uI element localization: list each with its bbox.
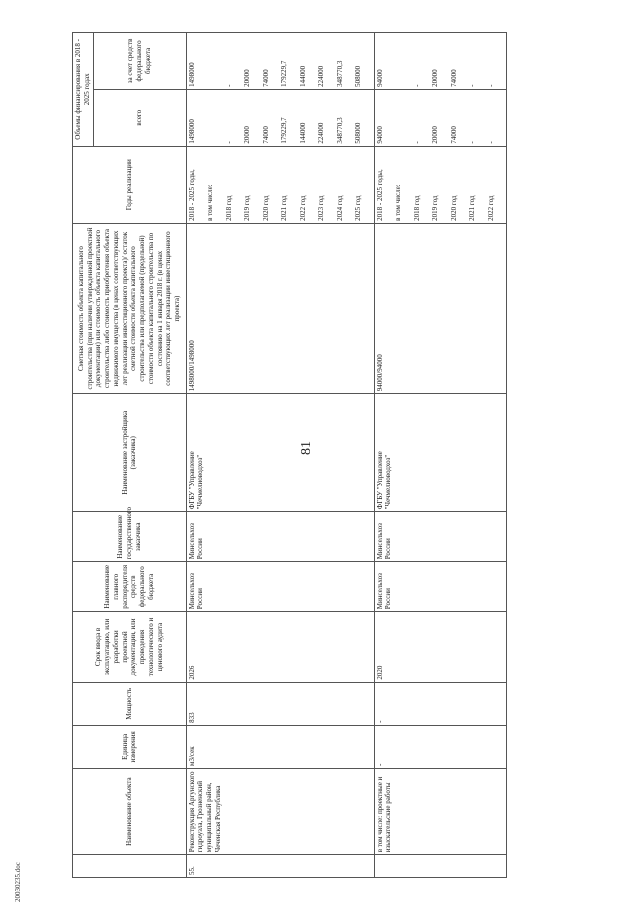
header-num [73,855,187,878]
list-item: 144000 [298,65,307,87]
list-item: 1498000 [187,62,196,87]
list-item: 2025 год [354,195,362,221]
investment-table [72,32,507,878]
table-row [374,33,507,878]
header-row-1 [73,33,94,878]
list-item: 2019 год [431,195,439,221]
list-item [206,92,225,144]
table-row [186,33,374,878]
row2-capacity: - [374,682,507,725]
rotated-table-sheet [72,32,588,878]
list-item: в том числе: [206,184,214,221]
list-item: - [468,141,476,144]
list-item: - [468,84,476,87]
list-item: 179229,7 [280,117,288,144]
row2-num [374,855,507,878]
row1-unit: м3/сек [186,725,374,768]
row2-deadline: 2020 [374,612,507,682]
list-item: 348770,3 [335,117,344,144]
list-item: 20000 [243,126,251,144]
list-item: 2021 год [468,195,476,221]
row1-years [186,146,374,223]
list-item: 2019 год [243,195,251,221]
list-item: 74000 [449,126,458,144]
header-total: всего [93,89,186,146]
row1-federal [186,33,374,90]
list-item: - [412,84,421,87]
list-item [394,92,413,144]
list-item: - [486,84,495,87]
header-federal: за счет средств федерального бюджета [93,33,186,90]
list-item: 20000 [431,69,439,87]
list-item: 94000 [375,126,384,144]
row1-developer: ФГБУ "Управление "Чечмелиоводхоз" [186,394,374,512]
list-item: 2022 год [486,195,495,221]
list-item: 94000 [375,69,384,87]
header-customer-state: Наименование государственного заказчика [73,512,187,562]
page-number: 81 [299,441,314,455]
header-manager: Наименование главного распорядителя средств федерального бюджета [73,562,187,612]
header-financing: Объемы финансирования в 2018 - 2025 годах [73,33,94,147]
row2-customer-state: Минсельхоз России [374,512,507,562]
list-item: 74000 [261,69,270,87]
row1-name: Реконструкция Аргунского гидроузла, Грозненский муниципальный район, Чеченская Республика [186,768,374,854]
row2-total [374,89,507,146]
row1-total [186,89,374,146]
list-item: - [412,141,421,144]
header-capacity: Мощность [73,682,187,725]
row2-cost: 94000/94000 [374,223,507,393]
row2-manager: Минсельхоз России [374,562,507,612]
row2-years [374,146,507,223]
row2-developer: ФГБУ "Управление "Чечмелиоводхоз" [374,394,507,512]
header-years: Годы реализации [73,146,187,223]
header-deadline: Срок ввода в эксплуатацию, или разработки проектной документации, или проведения технологического и ценового аудита [73,612,187,682]
row2-federal [374,33,507,90]
list-item [206,35,225,87]
list-item: 348770,3 [335,60,344,87]
row2-unit: - [374,725,507,768]
row1-capacity: 833 [186,682,374,725]
list-item: 2023 год [317,195,325,221]
row1-num: 55. [186,855,374,878]
list-item: 20000 [431,126,439,144]
header-unit: Единица измерения [73,725,187,768]
row1-manager: Минсельхоз России [186,562,374,612]
row1-deadline: 2026 [186,612,374,682]
list-item: 20000 [243,69,251,87]
header-name: Наименование объекта [73,768,187,854]
list-item: в том числе: [394,184,402,221]
list-item: 74000 [261,126,270,144]
list-item: - [486,141,495,144]
list-item: 2018 - 2025 годы, [187,169,196,221]
list-item: 74000 [449,69,458,87]
list-item: 2018 год [224,195,233,221]
list-item: 508000 [354,65,362,87]
list-item: 224000 [317,65,325,87]
list-item: 2018 - 2025 годы, [375,169,384,221]
header-developer: Наименование застройщика (заказчика) [73,394,187,512]
list-item: 1498000 [187,119,196,144]
list-item: - [224,84,233,87]
list-item: - [224,141,233,144]
header-cost: Сметная стоимость объекта капитального строительства (при наличии утвержденной проектной документации) или стоимость объекта капитального строительства либо стоимость приобретения объекта недвижимого имущества (в ценах соответствующих лет реализации инвестиционного проекта)/ остаток сметной стоимости объекта капитального строительства или предполагаемой (предельной) стоимости объекта капитального строительства по состоянию на 1 января 2018 г. (в ценах соответствующих лет реализации инвестиционного проекта) [73,223,187,393]
row1-cost: 1498000/1498000 [186,223,374,393]
footer [14,862,74,902]
list-item: 144000 [298,122,307,144]
list-item: 224000 [317,122,325,144]
list-item: 2018 год [412,195,421,221]
footer-code: 20030235.doc [14,862,22,902]
list-item: 508000 [354,122,362,144]
row2-name: в том числе: проектные и изыскательские работы [374,768,507,854]
list-item: 2022 год [298,195,307,221]
list-item: 2020 год [449,195,458,221]
list-item: 2021 год [280,195,288,221]
list-item: 2020 год [261,195,270,221]
list-item [394,35,413,87]
list-item: 2024 год [335,195,344,221]
row1-customer-state: Минсельхоз России [186,512,374,562]
list-item: 179229,7 [280,60,288,87]
